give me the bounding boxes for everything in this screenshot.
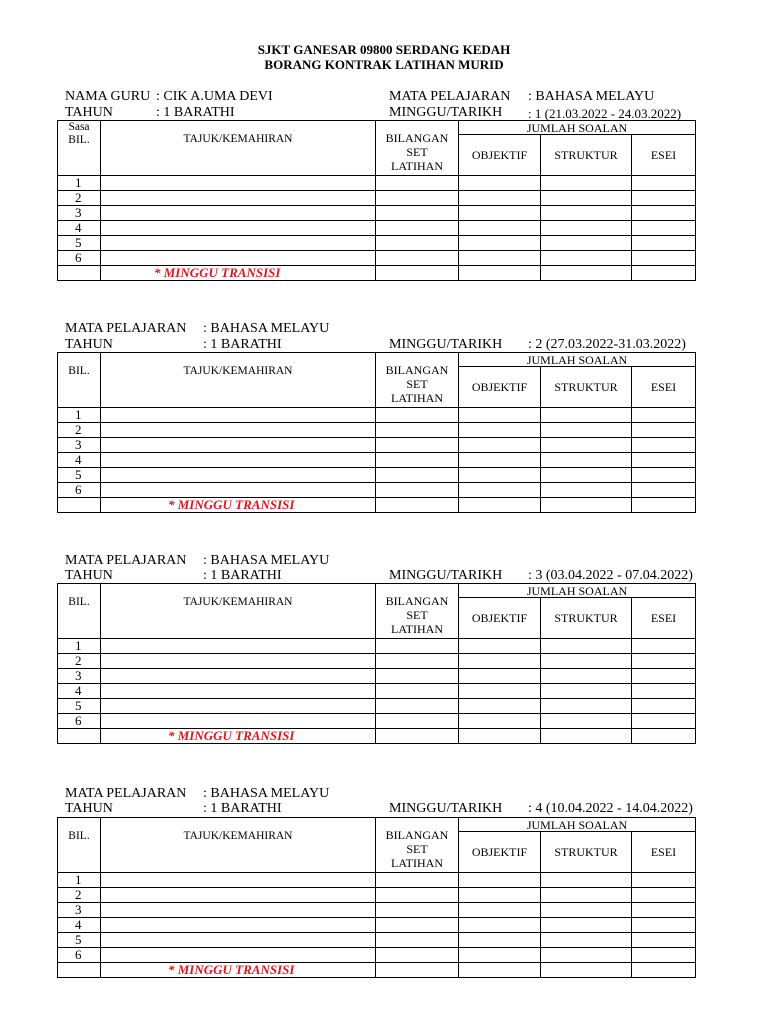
school-title: SJKT GANESAR 09800 SERDANG KEDAH xyxy=(257,42,511,57)
tajuk-cell[interactable] xyxy=(101,176,376,191)
esei-cell[interactable] xyxy=(632,948,696,963)
tajuk-cell[interactable] xyxy=(101,453,376,468)
bilangan-set-latihan-header xyxy=(376,584,459,639)
bilangan-line: BILANGAN xyxy=(385,594,449,608)
table-row xyxy=(58,483,696,498)
bilangan-cell[interactable] xyxy=(376,948,459,963)
row-number: 4 xyxy=(58,453,101,468)
esei-cell[interactable] xyxy=(632,699,696,714)
struktur-cell[interactable] xyxy=(541,873,632,888)
bilangan-line: BILANGAN xyxy=(385,131,449,145)
latihan-table xyxy=(57,352,696,513)
esei-cell[interactable] xyxy=(632,888,696,903)
objektif-cell[interactable] xyxy=(459,251,541,266)
jumlah-soalan-header: JUMLAH SOALAN xyxy=(459,584,696,598)
tajuk-cell[interactable] xyxy=(101,251,376,266)
esei-cell[interactable] xyxy=(632,714,696,729)
row-number: 6 xyxy=(58,948,101,963)
mata-pelajaran-label: MATA PELAJARAN xyxy=(65,321,187,336)
bilangan-cell[interactable] xyxy=(376,251,459,266)
row-number: 2 xyxy=(58,191,101,206)
tajuk-header: TAJUK/KEMAHIRAN xyxy=(101,353,376,408)
bilangan-set-latihan-header xyxy=(376,353,459,408)
bilangan-line: BILANGAN xyxy=(385,363,449,377)
esei-cell[interactable] xyxy=(632,918,696,933)
esei-cell[interactable] xyxy=(632,408,696,423)
tajuk-cell[interactable] xyxy=(101,483,376,498)
table-row xyxy=(58,669,696,684)
row-number: 2 xyxy=(58,654,101,669)
row-number: 3 xyxy=(58,206,101,221)
tajuk-cell[interactable] xyxy=(101,191,376,206)
minggu-tarikh-value: : 3 (03.04.2022 - 07.04.2022) xyxy=(528,568,693,583)
esei-cell[interactable] xyxy=(632,933,696,948)
tajuk-cell[interactable] xyxy=(101,639,376,654)
struktur-cell[interactable] xyxy=(541,468,632,483)
bilangan-cell[interactable] xyxy=(376,654,459,669)
table-row xyxy=(58,714,696,729)
tajuk-cell[interactable] xyxy=(101,669,376,684)
struktur-cell[interactable] xyxy=(541,669,632,684)
tajuk-cell[interactable] xyxy=(101,438,376,453)
bilangan-cell[interactable] xyxy=(376,468,459,483)
objektif-cell[interactable] xyxy=(459,453,541,468)
latihan-line: LATIHAN xyxy=(391,391,443,405)
tajuk-cell[interactable] xyxy=(101,684,376,699)
tajuk-cell[interactable] xyxy=(101,888,376,903)
esei-header: ESEI xyxy=(632,135,696,176)
jumlah-soalan-header: JUMLAH SOALAN xyxy=(459,818,696,832)
table-row xyxy=(58,191,696,206)
bilangan-cell[interactable] xyxy=(376,438,459,453)
tajuk-cell[interactable] xyxy=(101,714,376,729)
esei-header: ESEI xyxy=(632,367,696,408)
table-row xyxy=(58,453,696,468)
tajuk-cell[interactable] xyxy=(101,221,376,236)
esei-cell[interactable] xyxy=(632,654,696,669)
tajuk-header: TAJUK/KEMAHIRAN xyxy=(101,121,376,176)
esei-cell[interactable] xyxy=(632,453,696,468)
jumlah-soalan-header: JUMLAH SOALAN xyxy=(459,121,696,135)
note-row xyxy=(58,266,696,281)
objektif-cell[interactable] xyxy=(459,933,541,948)
minggu-tarikh-value: : 2 (27.03.2022-31.03.2022) xyxy=(528,337,686,352)
objektif-cell[interactable] xyxy=(459,438,541,453)
objektif-cell[interactable] xyxy=(459,888,541,903)
objektif-cell[interactable] xyxy=(459,176,541,191)
table-row xyxy=(58,423,696,438)
tajuk-cell[interactable] xyxy=(101,903,376,918)
mata-pelajaran-value: : BAHASA MELAYU xyxy=(528,89,655,104)
bil-header: BIL. xyxy=(58,353,101,408)
latihan-line: LATIHAN xyxy=(391,159,443,173)
row-number: 2 xyxy=(58,423,101,438)
bilangan-cell[interactable] xyxy=(376,873,459,888)
minggu-tarikh-value: : 1 (21.03.2022 - 24.03.2022) xyxy=(528,106,682,121)
tahun-label: TAHUN xyxy=(65,337,113,352)
table-row xyxy=(58,948,696,963)
mata-pelajaran-value: : BAHASA MELAYU xyxy=(203,786,330,801)
row-number: 5 xyxy=(58,236,101,251)
table-row xyxy=(58,438,696,453)
note-row xyxy=(58,963,696,978)
bil-header: BIL. xyxy=(58,818,101,873)
latihan-table xyxy=(57,817,696,978)
minggu-tarikh-label: MINGGU/TARIKH xyxy=(389,105,503,120)
objektif-header: OBJEKTIF xyxy=(459,367,541,408)
row-number: 5 xyxy=(58,699,101,714)
esei-cell[interactable] xyxy=(632,669,696,684)
tajuk-header: TAJUK/KEMAHIRAN xyxy=(101,818,376,873)
table-row xyxy=(58,873,696,888)
set-line: SET xyxy=(406,608,428,622)
esei-cell[interactable] xyxy=(632,903,696,918)
table-row xyxy=(58,408,696,423)
esei-cell[interactable] xyxy=(632,221,696,236)
esei-cell[interactable] xyxy=(632,468,696,483)
objektif-cell[interactable] xyxy=(459,206,541,221)
objektif-cell[interactable] xyxy=(459,483,541,498)
objektif-cell[interactable] xyxy=(459,873,541,888)
mata-pelajaran-label: MATA PELAJARAN xyxy=(389,89,511,104)
struktur-cell[interactable] xyxy=(541,654,632,669)
esei-cell[interactable] xyxy=(632,191,696,206)
table-row xyxy=(58,639,696,654)
tahun-label: TAHUN xyxy=(65,801,113,816)
tajuk-cell[interactable] xyxy=(101,873,376,888)
bilangan-cell[interactable] xyxy=(376,903,459,918)
mata-pelajaran-label: MATA PELAJARAN xyxy=(65,553,187,568)
minggu-tarikh-label: MINGGU/TARIKH xyxy=(389,337,503,352)
bilangan-cell[interactable] xyxy=(376,714,459,729)
row-number: 1 xyxy=(58,176,101,191)
latihan-table xyxy=(57,120,696,281)
bil-header: BIL. xyxy=(58,584,101,639)
row-number: 3 xyxy=(58,438,101,453)
mata-pelajaran-label: MATA PELAJARAN xyxy=(65,786,187,801)
minggu-transisi-note: * MINGGU TRANSISI xyxy=(101,963,376,978)
latihan-table xyxy=(57,583,696,744)
objektif-cell[interactable] xyxy=(459,468,541,483)
tajuk-cell[interactable] xyxy=(101,654,376,669)
esei-cell[interactable] xyxy=(632,438,696,453)
row-number: 3 xyxy=(58,669,101,684)
row-number: 4 xyxy=(58,221,101,236)
struktur-cell[interactable] xyxy=(541,933,632,948)
bilangan-cell[interactable] xyxy=(376,423,459,438)
struktur-cell[interactable] xyxy=(541,714,632,729)
struktur-cell[interactable] xyxy=(541,191,632,206)
note-row xyxy=(58,729,696,744)
table-row xyxy=(58,251,696,266)
tajuk-cell[interactable] xyxy=(101,699,376,714)
tahun-value: : 1 BARATHI xyxy=(203,337,282,352)
objektif-cell[interactable] xyxy=(459,654,541,669)
bil-header: BIL. xyxy=(68,134,90,146)
set-line: SET xyxy=(406,145,428,159)
bilangan-cell[interactable] xyxy=(376,453,459,468)
objektif-header: OBJEKTIF xyxy=(459,598,541,639)
bilangan-cell[interactable] xyxy=(376,236,459,251)
tahun-value: : 1 BARATHI xyxy=(203,568,282,583)
tahun-value: : 1 BARATHI xyxy=(156,105,235,120)
nama-guru-label: NAMA GURU xyxy=(65,89,151,104)
esei-cell[interactable] xyxy=(632,251,696,266)
bilangan-cell[interactable] xyxy=(376,221,459,236)
table-row xyxy=(58,903,696,918)
objektif-cell[interactable] xyxy=(459,236,541,251)
struktur-cell[interactable] xyxy=(541,453,632,468)
struktur-cell[interactable] xyxy=(541,251,632,266)
table-row xyxy=(58,221,696,236)
latihan-line: LATIHAN xyxy=(391,856,443,870)
objektif-cell[interactable] xyxy=(459,699,541,714)
minggu-transisi-note: * MINGGU TRANSISI xyxy=(101,498,376,513)
struktur-cell[interactable] xyxy=(541,236,632,251)
objektif-cell[interactable] xyxy=(459,669,541,684)
objektif-header: OBJEKTIF xyxy=(459,135,541,176)
table-row xyxy=(58,699,696,714)
struktur-cell[interactable] xyxy=(541,903,632,918)
objektif-cell[interactable] xyxy=(459,918,541,933)
bilangan-cell[interactable] xyxy=(376,684,459,699)
esei-cell[interactable] xyxy=(632,423,696,438)
struktur-header: STRUKTUR xyxy=(541,598,632,639)
row-number: 4 xyxy=(58,684,101,699)
minggu-tarikh-label: MINGGU/TARIKH xyxy=(389,568,503,583)
struktur-header: STRUKTUR xyxy=(541,135,632,176)
row-number: 6 xyxy=(58,483,101,498)
bilangan-cell[interactable] xyxy=(376,888,459,903)
esei-cell[interactable] xyxy=(632,483,696,498)
bilangan-cell[interactable] xyxy=(376,639,459,654)
objektif-header: OBJEKTIF xyxy=(459,832,541,873)
table-row xyxy=(58,918,696,933)
tajuk-cell[interactable] xyxy=(101,408,376,423)
row-number: 1 xyxy=(58,873,101,888)
esei-cell[interactable] xyxy=(632,684,696,699)
tahun-value: : 1 BARATHI xyxy=(203,801,282,816)
table-row xyxy=(58,206,696,221)
bilangan-cell[interactable] xyxy=(376,191,459,206)
esei-cell[interactable] xyxy=(632,236,696,251)
bilangan-set-latihan-header xyxy=(376,121,459,176)
struktur-cell[interactable] xyxy=(541,918,632,933)
struktur-header: STRUKTUR xyxy=(541,367,632,408)
minggu-transisi-note: * MINGGU TRANSISI xyxy=(101,266,376,281)
row-number: 3 xyxy=(58,903,101,918)
row-number: 4 xyxy=(58,918,101,933)
bilangan-cell[interactable] xyxy=(376,408,459,423)
nama-guru-value: : CIK A.UMA DEVI xyxy=(156,89,273,104)
bilangan-cell[interactable] xyxy=(376,699,459,714)
bilangan-cell[interactable] xyxy=(376,918,459,933)
minggu-transisi-note: * MINGGU TRANSISI xyxy=(101,729,376,744)
struktur-cell[interactable] xyxy=(541,888,632,903)
latihan-line: LATIHAN xyxy=(391,622,443,636)
bilangan-set-latihan-header xyxy=(376,818,459,873)
struktur-header: STRUKTUR xyxy=(541,832,632,873)
row-number: 1 xyxy=(58,408,101,423)
struktur-cell[interactable] xyxy=(541,483,632,498)
esei-cell[interactable] xyxy=(632,639,696,654)
table-row xyxy=(58,684,696,699)
struktur-cell[interactable] xyxy=(541,206,632,221)
struktur-cell[interactable] xyxy=(541,423,632,438)
tajuk-cell[interactable] xyxy=(101,933,376,948)
esei-cell[interactable] xyxy=(632,206,696,221)
sasa-label: Sasa xyxy=(68,121,90,133)
bilangan-cell[interactable] xyxy=(376,176,459,191)
struktur-cell[interactable] xyxy=(541,699,632,714)
table-row xyxy=(58,888,696,903)
tajuk-cell[interactable] xyxy=(101,468,376,483)
table-row xyxy=(58,236,696,251)
row-number: 5 xyxy=(58,468,101,483)
jumlah-soalan-header: JUMLAH SOALAN xyxy=(459,353,696,367)
esei-header: ESEI xyxy=(632,598,696,639)
esei-cell[interactable] xyxy=(632,873,696,888)
set-line: SET xyxy=(406,842,428,856)
set-line: SET xyxy=(406,377,428,391)
bilangan-line: BILANGAN xyxy=(385,828,449,842)
tahun-label: TAHUN xyxy=(65,105,113,120)
row-number: 1 xyxy=(58,639,101,654)
tahun-label: TAHUN xyxy=(65,568,113,583)
row-number: 2 xyxy=(58,888,101,903)
struktur-cell[interactable] xyxy=(541,948,632,963)
objektif-cell[interactable] xyxy=(459,684,541,699)
table-row xyxy=(58,933,696,948)
tajuk-cell[interactable] xyxy=(101,423,376,438)
tajuk-cell[interactable] xyxy=(101,918,376,933)
row-number: 6 xyxy=(58,714,101,729)
esei-header: ESEI xyxy=(632,832,696,873)
struktur-cell[interactable] xyxy=(541,684,632,699)
mata-pelajaran-value: : BAHASA MELAYU xyxy=(203,321,330,336)
objektif-cell[interactable] xyxy=(459,408,541,423)
esei-cell[interactable] xyxy=(632,176,696,191)
minggu-tarikh-value: : 4 (10.04.2022 - 14.04.2022) xyxy=(528,801,693,816)
row-number: 6 xyxy=(58,251,101,266)
bil-header-cell xyxy=(58,121,101,176)
tajuk-header: TAJUK/KEMAHIRAN xyxy=(101,584,376,639)
objektif-cell[interactable] xyxy=(459,903,541,918)
objektif-cell[interactable] xyxy=(459,714,541,729)
objektif-cell[interactable] xyxy=(459,948,541,963)
bilangan-cell[interactable] xyxy=(376,669,459,684)
struktur-cell[interactable] xyxy=(541,221,632,236)
struktur-cell[interactable] xyxy=(541,408,632,423)
row-number: 5 xyxy=(58,933,101,948)
struktur-cell[interactable] xyxy=(541,176,632,191)
minggu-tarikh-label: MINGGU/TARIKH xyxy=(389,801,503,816)
objektif-cell[interactable] xyxy=(459,423,541,438)
form-title: BORANG KONTRAK LATIHAN MURID xyxy=(264,57,504,72)
objektif-cell[interactable] xyxy=(459,639,541,654)
struktur-cell[interactable] xyxy=(541,438,632,453)
bilangan-cell[interactable] xyxy=(376,483,459,498)
table-row xyxy=(58,654,696,669)
tajuk-cell[interactable] xyxy=(101,236,376,251)
bilangan-cell[interactable] xyxy=(376,933,459,948)
struktur-cell[interactable] xyxy=(541,639,632,654)
table-row xyxy=(58,468,696,483)
bilangan-cell[interactable] xyxy=(376,206,459,221)
note-row xyxy=(58,498,696,513)
objektif-cell[interactable] xyxy=(459,191,541,206)
objektif-cell[interactable] xyxy=(459,221,541,236)
table-row xyxy=(58,176,696,191)
mata-pelajaran-value: : BAHASA MELAYU xyxy=(203,553,330,568)
tajuk-cell[interactable] xyxy=(101,948,376,963)
tajuk-cell[interactable] xyxy=(101,206,376,221)
